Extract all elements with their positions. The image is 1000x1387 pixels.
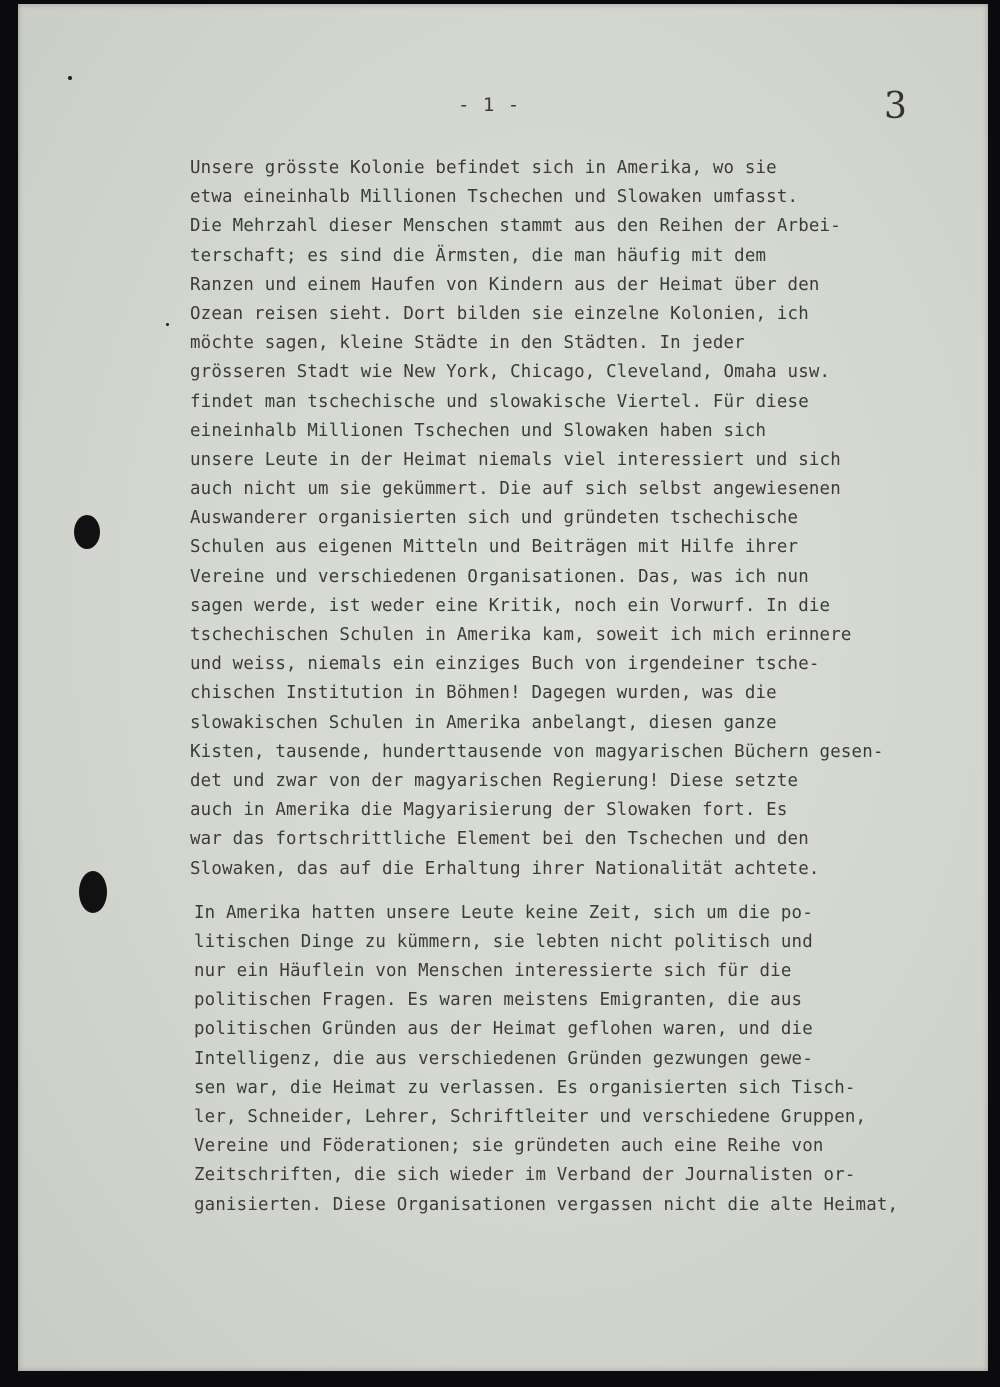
text-line: Intelligenz, die aus verschiedenen Gründen gezwungen gewe- — [194, 1048, 813, 1069]
text-line: det und zwar von der magyarischen Regierung! Diese setzte — [190, 770, 799, 791]
punch-hole-top — [74, 515, 100, 549]
text-line: Zeitschriften, die sich wieder im Verband der Journalisten or- — [194, 1165, 856, 1186]
punch-hole-bottom — [79, 871, 107, 913]
text-line: politischen Gründen aus der Heimat geflohen waren, und die — [194, 1019, 813, 1040]
text-line: Vereine und Föderationen; sie gründeten auch eine Reihe von — [194, 1136, 824, 1157]
text-line: Schulen aus eigenen Mitteln und Beiträgen mit Hilfe ihrer — [190, 537, 799, 558]
text-line: findet man tschechische und slowakische Viertel. Für diese — [190, 391, 809, 412]
text-line: nur ein Häuflein von Menschen interessierte sich für die — [194, 961, 792, 982]
page-number: - 1 - — [458, 94, 521, 116]
text-line: politischen Fragen. Es waren meistens Emigranten, die aus — [194, 990, 803, 1011]
text-line: auch nicht um sie gekümmert. Die auf sich selbst angewiesenen — [190, 479, 841, 500]
text-line: terschaft; es sind die Ärmsten, die man häufig mit dem — [190, 245, 767, 266]
text-line: tschechischen Schulen in Amerika kam, soweit ich mich erinnere — [190, 625, 852, 645]
text-line: Ozean reisen sieht. Dort bilden sie einzelne Kolonien, ich — [190, 303, 809, 324]
text-line: Ranzen und einem Haufen von Kindern aus der Heimat über den — [190, 274, 820, 295]
text-line: Slowaken, das auf die Erhaltung ihrer Nationalität achtete. — [190, 858, 820, 879]
text-line: slowakischen Schulen in Amerika anbelangt, diesen ganze — [190, 712, 777, 733]
text-line: ler, Schneider, Lehrer, Schriftleiter und verschiedene Gruppen, — [194, 1107, 867, 1127]
text-line: litischen Dinge zu kümmern, sie lebten nicht politisch und — [194, 931, 813, 952]
text-line: Kisten, tausende, hunderttausende von magyarischen Büchern gesen- — [190, 741, 884, 762]
body-text — [190, 154, 990, 1220]
text-line: sagen werde, ist weder eine Kritik, noch ein Vorwurf. In die — [190, 595, 831, 616]
text-line: Unsere grösste Kolonie befindet sich in Amerika, wo sie — [190, 158, 777, 178]
paper-speck — [68, 76, 72, 80]
paragraph-2 — [190, 899, 990, 1220]
text-line: möchte sagen, kleine Städte in den Städten. In jeder — [190, 333, 745, 354]
document-page — [18, 4, 988, 1371]
text-line: ganisierten. Diese Organisationen vergassen nicht die alte Heimat, — [194, 1194, 899, 1215]
paper-speck — [166, 323, 169, 326]
text-line: und weiss, niemals ein einziges Buch von irgendeiner tsche- — [190, 654, 820, 675]
text-line: Auswanderer organisierten sich und gründeten tschechische — [190, 508, 799, 529]
text-line: war das fortschrittliche Element bei den Tschechen und den — [190, 829, 809, 850]
text-line: sen war, die Heimat zu verlassen. Es organisierten sich Tisch- — [194, 1077, 856, 1098]
folio-number: 3 — [884, 86, 907, 127]
paragraph-1 — [190, 154, 990, 884]
text-line: chischen Institution in Böhmen! Dagegen wurden, was die — [190, 683, 777, 704]
text-line: Vereine und verschiedenen Organisationen. Das, was ich nun — [190, 566, 809, 587]
text-line: unsere Leute in der Heimat niemals viel interessiert und sich — [190, 449, 841, 470]
text-line: auch in Amerika die Magyarisierung der Slowaken fort. Es — [190, 800, 788, 821]
text-line: etwa eineinhalb Millionen Tschechen und Slowaken umfasst. — [190, 187, 799, 208]
text-line: In Amerika hatten unsere Leute keine Zeit, sich um die po- — [194, 902, 813, 923]
text-line: grösseren Stadt wie New York, Chicago, Cleveland, Omaha usw. — [190, 362, 831, 383]
text-line: eineinhalb Millionen Tschechen und Slowaken haben sich — [190, 420, 767, 441]
text-line: Die Mehrzahl dieser Menschen stammt aus den Reihen der Arbei- — [190, 216, 841, 237]
